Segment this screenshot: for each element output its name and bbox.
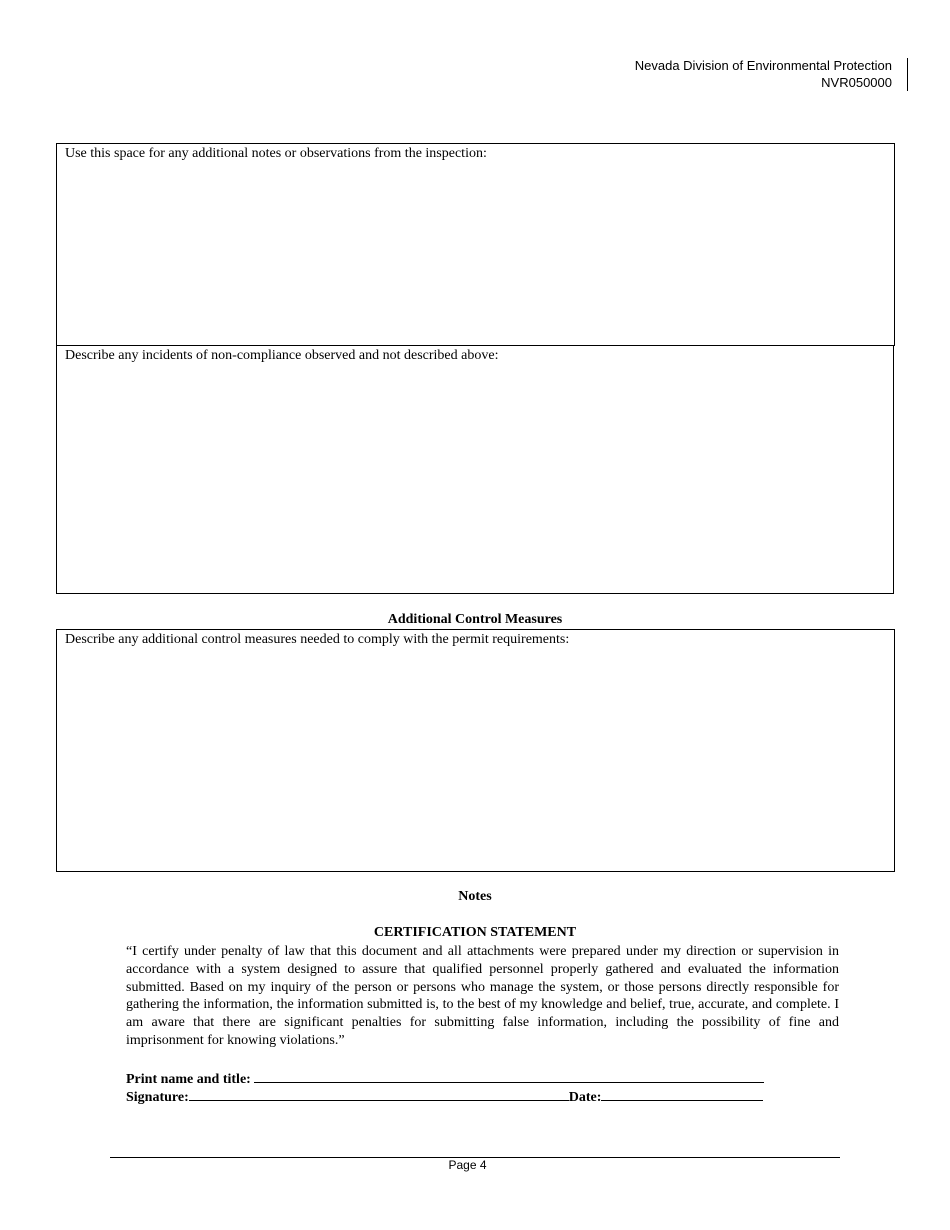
additional-notes-prompt: Use this space for any additional notes or observations from the inspection:	[65, 146, 487, 161]
certification-text: “I certify under penalty of law that this document and all attachments were prepared under my direction or supervision in accordance with a system designed to assure that qualified personnel properly gathered and evaluated the information submitted. Based on my inquiry of the person or persons who manage the system, or those persons directly responsible for gathering the information, the information submitted is, to the best of my knowledge and belief, true, accurate, and complete. I am aware that there are significant penalties for submitting false information, including the possibility of fine and imprisonment for knowing violations.”	[126, 944, 839, 1048]
additional-notes-box[interactable]	[56, 143, 895, 346]
noncompliance-prompt: Describe any incidents of non-compliance observed and not described above:	[65, 348, 499, 363]
additional-control-measures-heading: Additional Control Measures	[387, 612, 563, 627]
notes-heading: Notes	[458, 889, 492, 904]
control-measures-box[interactable]	[56, 629, 895, 872]
control-measures-prompt: Describe any additional control measures needed to comply with the permit requirements:	[65, 632, 570, 647]
permit-number: NVR050000	[821, 75, 892, 90]
header-divider	[907, 58, 908, 91]
print-name-label: Print name and title:	[126, 1072, 251, 1087]
date-label: Date:	[568, 1090, 602, 1105]
document-header	[635, 57, 900, 91]
signature-row	[126, 1086, 763, 1107]
page-number: Page 4	[448, 1158, 487, 1172]
agency-name: Nevada Division of Environmental Protection	[634, 58, 892, 73]
signature-label: Signature:	[126, 1090, 189, 1105]
print-name-field[interactable]	[254, 1068, 764, 1083]
noncompliance-box[interactable]	[56, 345, 894, 594]
certification-heading: CERTIFICATION STATEMENT	[373, 925, 577, 940]
date-field[interactable]	[601, 1086, 763, 1101]
signature-field[interactable]	[189, 1086, 569, 1101]
